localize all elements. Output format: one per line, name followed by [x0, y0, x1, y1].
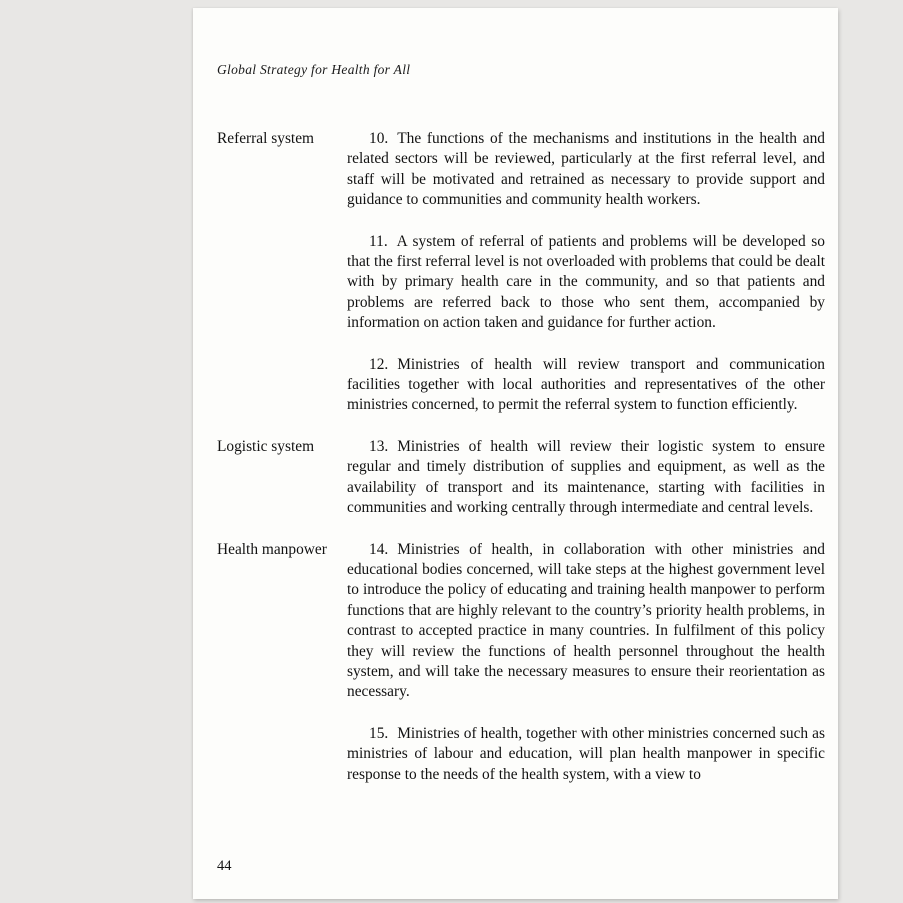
document-section: [217, 540, 825, 806]
paragraph-text: Ministries of health will review transport and communication facilities together with local authorities and representatives of the other ministries concerned, to permit the referral system to function efficiently.: [347, 355, 825, 414]
running-header-title: Global Strategy for Health for All: [217, 62, 411, 77]
paragraph-text: Ministries of health, together with other ministries concerned such as ministries of labour and education, will plan health manpower in specific response to the needs of the health system, with a view to: [347, 724, 825, 783]
paragraph: [347, 437, 825, 519]
page-number: 44: [217, 858, 232, 874]
paragraph-number: 14.: [369, 540, 389, 558]
page-body: [217, 129, 825, 806]
paragraph-text: The functions of the mechanisms and institutions in the health and related sectors will be reviewed, particularly at the first referral level, and staff will be motivated and retrained as necessary to provide support and guidance to communities and community health workers.: [347, 130, 825, 209]
section-margin-label: Referral system: [217, 130, 315, 147]
section-paragraphs: [347, 437, 825, 540]
document-section: [217, 437, 825, 540]
paragraph: [347, 540, 825, 703]
paragraph-number: 13.: [369, 437, 389, 455]
section-margin-label: Health manpower: [217, 540, 327, 558]
paragraph-number: 12.: [369, 355, 389, 373]
paragraph: [347, 724, 825, 785]
paragraph-text: Ministries of health, in collaboration with other ministries and educational bodies concerned, will take steps at the highest government level to introduce the policy of educating and training health manpower to perform functions that are highly relevant to the country’s priority health problems, in contrast to accepted practice in many countries. In fulfilment of this policy they will review the functions of health personnel throughout the health system, and will take the necessary measures to ensure their reorientation as necessary.: [347, 540, 825, 701]
section-paragraphs: [347, 129, 825, 437]
paragraph-text: Ministries of health will review their logistic system to ensure regular and timely distribution of supplies and equipment, as well as the availability of transport and its maintenance, starting with facilities in communities and working centrally through intermediate and central levels.: [347, 437, 825, 517]
document-section: [217, 129, 825, 437]
paragraph-number: 15.: [369, 724, 389, 742]
paragraph-text: A system of referral of patients and problems will be developed so that the first referral level is not overloaded with problems that could be dealt with by primary health care in the community, and so that patients and problems are referred back to those who sent them, accompanied by information on action taken and guidance for further action.: [347, 232, 825, 332]
section-paragraphs: [347, 540, 825, 806]
paragraph-number: 11.: [369, 232, 388, 250]
book-page: [193, 8, 838, 899]
paragraph: [347, 355, 825, 416]
paragraph: [347, 129, 825, 211]
paragraph-number: 10.: [369, 130, 389, 147]
paragraph: [347, 232, 825, 334]
section-margin-label: Logistic system: [217, 437, 315, 455]
